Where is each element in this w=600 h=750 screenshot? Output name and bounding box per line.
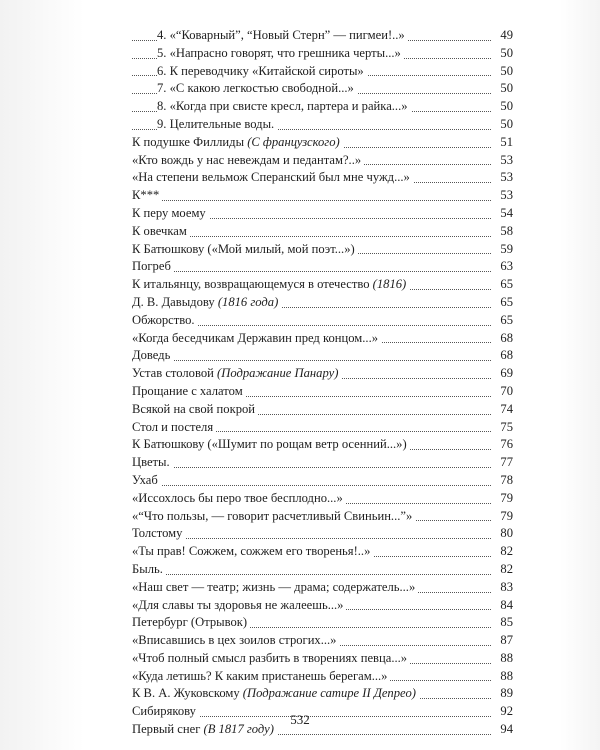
toc-entry-page: 76 (497, 436, 513, 454)
toc-entry-page: 69 (497, 365, 513, 383)
toc-entry-text (157, 117, 277, 131)
toc-entry-title: К перу моему (132, 205, 206, 220)
toc-entry (132, 152, 513, 170)
toc-entry-text (132, 420, 216, 434)
toc-entry (132, 632, 513, 650)
toc-entry (132, 579, 513, 597)
toc-entry-page: 53 (497, 169, 513, 187)
toc-entry-text (132, 188, 162, 202)
toc-entry-title: К итальянцу, возвращающемуся в отечество (132, 277, 373, 292)
toc-entry-page: 94 (497, 721, 513, 739)
toc-entry-page: 75 (497, 419, 513, 437)
toc-entry-page: 54 (497, 205, 513, 223)
toc-entry-page: 88 (497, 650, 513, 668)
toc-entry-page: 68 (497, 347, 513, 365)
toc-entry-text (132, 242, 358, 256)
toc-entry-page: 50 (497, 63, 513, 81)
toc-entry-title: «“Что пользы, — говорит расчетливый Свиньин...”» (132, 508, 413, 523)
toc-entry-title: Д. В. Давыдову (132, 294, 218, 309)
toc-entry-text (132, 259, 174, 273)
toc-entry-page: 92 (497, 703, 513, 721)
page-number: 532 (290, 712, 310, 727)
toc-entry (132, 80, 513, 98)
toc-entry-title: «Ты прав! Сожжем, сожжем его творенья!..» (132, 544, 371, 559)
toc-entry-text (132, 402, 258, 416)
dot-leader (132, 485, 491, 486)
toc-entry-title: Стол и постеля (132, 419, 214, 434)
toc-entry (132, 419, 513, 437)
toc-entry (132, 134, 513, 152)
toc-entry-text (132, 651, 410, 665)
toc-entry-title: «Наш свет — театр; жизнь — драма; содержатель...» (132, 579, 416, 594)
toc-entry-text (132, 669, 390, 683)
toc-entry-text (132, 295, 281, 309)
toc-entry-title: Погреб (132, 259, 171, 274)
toc-entry-page: 79 (497, 490, 513, 508)
toc-entry-title: 4. «“Коварный”, “Новый Стерн” — пигмеи!..» (157, 28, 405, 42)
toc-entry-page: 89 (497, 685, 513, 703)
toc-entry-page: 51 (497, 134, 513, 152)
toc-entry-note: (Подражание сатире II Депрео) (242, 686, 416, 701)
toc-entry-page: 70 (497, 383, 513, 401)
toc-entry-text (132, 348, 173, 362)
toc-entry-page: 80 (497, 525, 513, 543)
toc-entry-note: (1816) (372, 277, 407, 292)
toc-entry-text (132, 455, 173, 469)
toc-entry (132, 276, 513, 294)
toc-entry-text (157, 81, 357, 95)
toc-entry-page: 68 (497, 330, 513, 348)
toc-entry-title: К*** (132, 188, 160, 203)
toc-entry (132, 187, 513, 205)
toc-entry-title: Быль. (132, 561, 163, 576)
toc-entry-page: 50 (497, 116, 513, 134)
toc-entry-text (132, 277, 409, 291)
toc-entry-page: 79 (497, 508, 513, 526)
page-edge-left (0, 0, 84, 750)
toc-entry-page: 82 (497, 561, 513, 579)
toc-entry-page: 63 (497, 258, 513, 276)
toc-entry-page: 65 (497, 276, 513, 294)
toc-entry-text (132, 384, 246, 398)
toc-entry-text (132, 473, 161, 487)
toc-entry-text (132, 562, 166, 576)
toc-entry-note: (Подражание Панару) (217, 366, 339, 381)
toc-entry-title: 6. К переводчику «Китайской сироты» (157, 63, 364, 78)
toc-entry (132, 45, 513, 63)
toc-entry-title: К В. А. Жуковскому (132, 686, 243, 701)
toc-entry-text (132, 366, 341, 380)
toc-entry-title: Сибирякову (132, 704, 196, 719)
toc-entry-page: 49 (497, 27, 513, 45)
toc-entry-title: К подушке Филлиды (132, 134, 248, 149)
toc-entry-page: 65 (497, 294, 513, 312)
toc-entry-page: 50 (497, 98, 513, 116)
toc-entry-title: К овечкам (132, 223, 187, 238)
toc-entry-title: «На степени вельмож Сперанский был мне чужд...» (132, 170, 410, 185)
toc-entry-title: Прощание с халатом (132, 383, 243, 398)
toc-entry-note: (1816 года) (217, 294, 279, 309)
toc-entry-page: 85 (497, 614, 513, 632)
toc-entry (132, 614, 513, 632)
toc-entry-text (132, 491, 346, 505)
toc-entry (132, 561, 513, 579)
toc-entry-page: 84 (497, 597, 513, 615)
toc-entry (132, 169, 513, 187)
toc-entry (132, 63, 513, 81)
toc-entry-note: (В 1817 году) (203, 722, 274, 737)
dot-leader (132, 574, 491, 575)
toc-entry-title: «Иссохлось бы перо твое бесплодно...» (132, 490, 343, 505)
toc-entry-title: Устав столовой (132, 366, 218, 381)
toc-entry-title: К Батюшкову («Мой милый, мой поэт...») (132, 241, 355, 256)
toc-entry (132, 472, 513, 490)
toc-entry-text (132, 526, 185, 540)
toc-entry (132, 365, 513, 383)
toc-entry-text (157, 64, 367, 78)
toc-entry-title: «Вписавшись в цех зоилов строгих...» (132, 633, 337, 648)
toc-entry-title: Ухаб (132, 472, 158, 487)
toc-entry-title: Первый снег (132, 722, 204, 737)
toc-entry-page: 87 (497, 632, 513, 650)
toc-entry-text (132, 598, 346, 612)
toc-entry-text (132, 686, 419, 700)
toc-entry-title: К Батюшкову («Шумит по рощам ветр осенний...») (132, 437, 407, 452)
toc-entry-text (132, 224, 190, 238)
toc-entry-text (157, 46, 404, 60)
toc-entry (132, 294, 513, 312)
toc-entry-text (132, 615, 250, 629)
toc-entry (132, 241, 513, 259)
toc-entry-title: 5. «Напрасно говорят, что грешника черты...» (157, 45, 401, 60)
toc-entry-page: 53 (497, 187, 513, 205)
toc-entry-text (132, 313, 198, 327)
toc-entry-page: 77 (497, 454, 513, 472)
toc-entry (132, 258, 513, 276)
toc-entry-title: Толстому (132, 526, 183, 541)
page-edge-right (560, 0, 600, 750)
dot-leader (132, 360, 491, 361)
toc-entry-note: (С французского) (247, 134, 340, 149)
toc-entry-title: 7. «С какою легкостью свободной...» (157, 81, 354, 96)
toc-entry-text (132, 509, 415, 523)
toc-entry-title: «Кто вождь у нас невеждам и педантам?..» (132, 152, 362, 167)
toc-entry-text (132, 153, 364, 167)
toc-entry (132, 205, 513, 223)
toc-entry (132, 685, 513, 703)
toc-entry-title: Петербург (Отрывок) (132, 615, 248, 630)
toc-entry-text (132, 437, 410, 451)
toc-entry-page: 59 (497, 241, 513, 259)
toc-entry (132, 116, 513, 134)
toc-entry-title: Доведь (132, 348, 171, 363)
toc-entry-page: 58 (497, 223, 513, 241)
toc-entry (132, 543, 513, 561)
toc-entry-text (132, 704, 199, 718)
toc-entry (132, 312, 513, 330)
toc-entry-text (132, 722, 277, 736)
toc-entry-title: «Чтоб полный смысл разбить в творениях певца...» (132, 650, 408, 665)
dot-leader (132, 271, 491, 272)
toc-entry-text (132, 135, 343, 149)
toc-entry (132, 490, 513, 508)
dot-leader (132, 200, 491, 201)
toc-entry (132, 454, 513, 472)
toc-entry-page: 83 (497, 579, 513, 597)
toc-entry-text (132, 170, 413, 184)
toc-entry-text (132, 633, 339, 647)
toc-entry (132, 525, 513, 543)
toc-entry (132, 383, 513, 401)
toc-entry-page: 78 (497, 472, 513, 490)
toc-entry-title: «Когда беседчикам Державин пред концом...» (132, 330, 379, 345)
toc-entry-page: 53 (497, 152, 513, 170)
toc-entry (132, 401, 513, 419)
toc-entry-text (157, 99, 411, 113)
dot-leader (132, 538, 491, 539)
toc-entry (132, 668, 513, 686)
toc-entry (132, 347, 513, 365)
toc-entry-title: Обжорство. (132, 312, 195, 327)
toc-entry-page: 65 (497, 312, 513, 330)
toc-entry (132, 508, 513, 526)
toc-entry-page: 50 (497, 80, 513, 98)
toc-entry-text (132, 331, 381, 345)
toc-entry-page: 88 (497, 668, 513, 686)
toc-entry (132, 650, 513, 668)
toc-entry-text (132, 580, 418, 594)
toc-entry (132, 223, 513, 241)
toc-entry (132, 330, 513, 348)
toc-entry-page: 82 (497, 543, 513, 561)
toc-entry-text (132, 206, 209, 220)
toc-entry-title: Цветы. (132, 455, 170, 470)
toc-entry (132, 436, 513, 454)
toc-entry-title: «Для славы ты здоровья не жалеешь...» (132, 597, 344, 612)
toc-entry-text (132, 544, 373, 558)
toc-entry-text (157, 28, 408, 42)
toc-entry (132, 597, 513, 615)
toc-entry (132, 27, 513, 45)
toc-entry-title: 8. «Когда при свисте кресл, партера и райка...» (157, 99, 408, 114)
toc-entry-title: 9. Целительные воды. (157, 116, 275, 131)
toc-entry-page: 50 (497, 45, 513, 63)
table-of-contents (132, 27, 513, 739)
toc-entry-title: Всякой на свой покрой (132, 401, 256, 416)
toc-entry-page: 74 (497, 401, 513, 419)
dot-leader (132, 467, 491, 468)
toc-entry-title: «Куда летишь? К каким пристанешь берегам...» (132, 668, 388, 683)
toc-entry (132, 98, 513, 116)
